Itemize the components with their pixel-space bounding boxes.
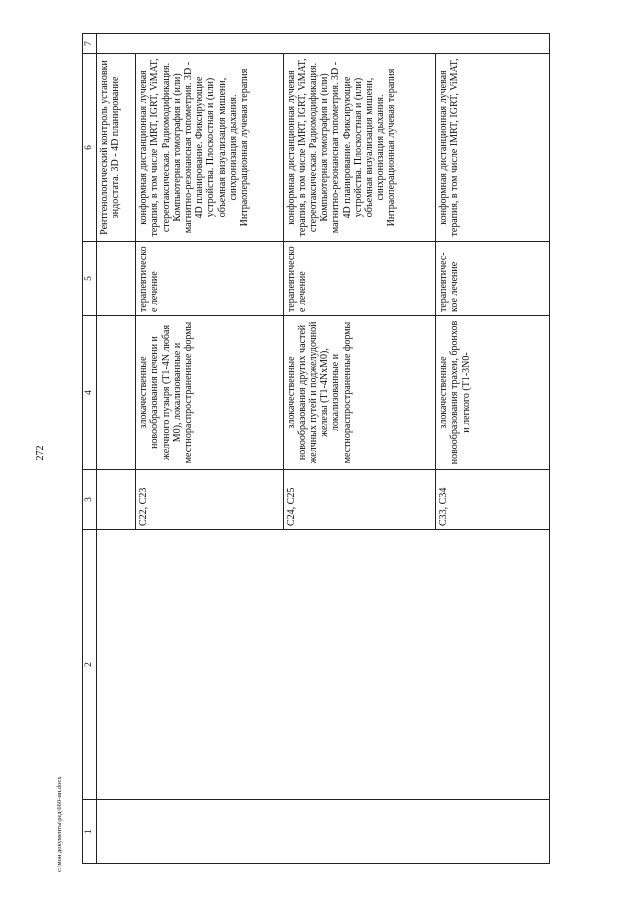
method-cell: конформная дистанционная лучевая терапия, в том числе IMRT, IGRT, ViMAT, стереотаксическая. Радиомодификация. Компьютерная томография и (или) магнитно-резонансная топометрия. 3D - 4D планирование. Фиксирующие устройства. Плоскостная и (или) объемная визуализация мишени, синхронизация дыхания. Интраоперационная лучевая терапия [283,54,436,242]
table-row [96,34,136,864]
method-cell: конформная дистанционная лучевая терапия, в том числе IMRT, IGRT, ViMAT, стереотаксическая. Радиомодификация. Компьютерная томография и (или) магнитно-резонансная топометрия. 3D - 4D планирование. Фиксирующие устройства. Плоскостная и (или) объемная визуализация мишени, синхронизация дыхания. Интраоперационная лучевая терапия [136,54,283,242]
continuation-method-cell: Рентгенологический контроль установки эндостата. 3D - 4D планирование [96,54,136,242]
header-cell: 2 [83,530,97,800]
table-cell [283,34,436,54]
table-row [436,34,550,864]
table-cell [96,316,136,470]
table-cell [136,34,283,54]
page-number: 272 [35,445,46,461]
diagnosis-cell: злокачественные новообразования печени и желчного пузыря (T1-4N любая M0), локализованные и местнораспространенные формы [136,316,283,470]
rotated-table-region [82,34,550,864]
treatment-type-cell: терапевтическо е лечение [136,242,283,316]
table-cell [136,530,283,800]
treatment-type-cell: терапевтичес-кое лечение [436,242,550,316]
header-row [83,34,97,864]
table-cell [436,34,550,54]
medical-procedures-table [82,33,550,864]
table-row [136,34,283,864]
header-cell: 1 [83,800,97,864]
table-cell [436,800,550,864]
header-cell: 3 [83,470,97,530]
treatment-type-cell: терапевтическо е лечение [283,242,436,316]
diagnosis-cell: злокачественные новообразования трахеи, бронхов и легкого (T1-3N0- [436,316,550,470]
table-cell [436,530,550,800]
table-cell [96,530,136,800]
table-cell [96,470,136,530]
code-cell: C22, C23 [136,470,283,530]
table-cell [96,800,136,864]
code-cell: C33, C34 [436,470,550,530]
code-cell: C24, C25 [283,470,436,530]
table-cell [96,242,136,316]
header-cell: 5 [83,242,97,316]
table-cell [283,530,436,800]
table-row [283,34,436,864]
header-cell: 7 [83,34,97,54]
header-cell: 6 [83,54,97,242]
table-cell [283,800,436,864]
header-cell: 4 [83,316,97,470]
table-cell [96,34,136,54]
method-cell: конформная дистанционная лучевая терапия, в том числе IMRT, IGRT, ViMAT, [436,54,550,242]
footer-file-path: с:\мои документы\ред\660-ин.docx [56,776,63,872]
table-cell [136,800,283,864]
diagnosis-cell: злокачественные новообразования других частей желчных путей и поджелудочной железы (T1-4NxM0), локализованные и местнораспространенные формы [283,316,436,470]
